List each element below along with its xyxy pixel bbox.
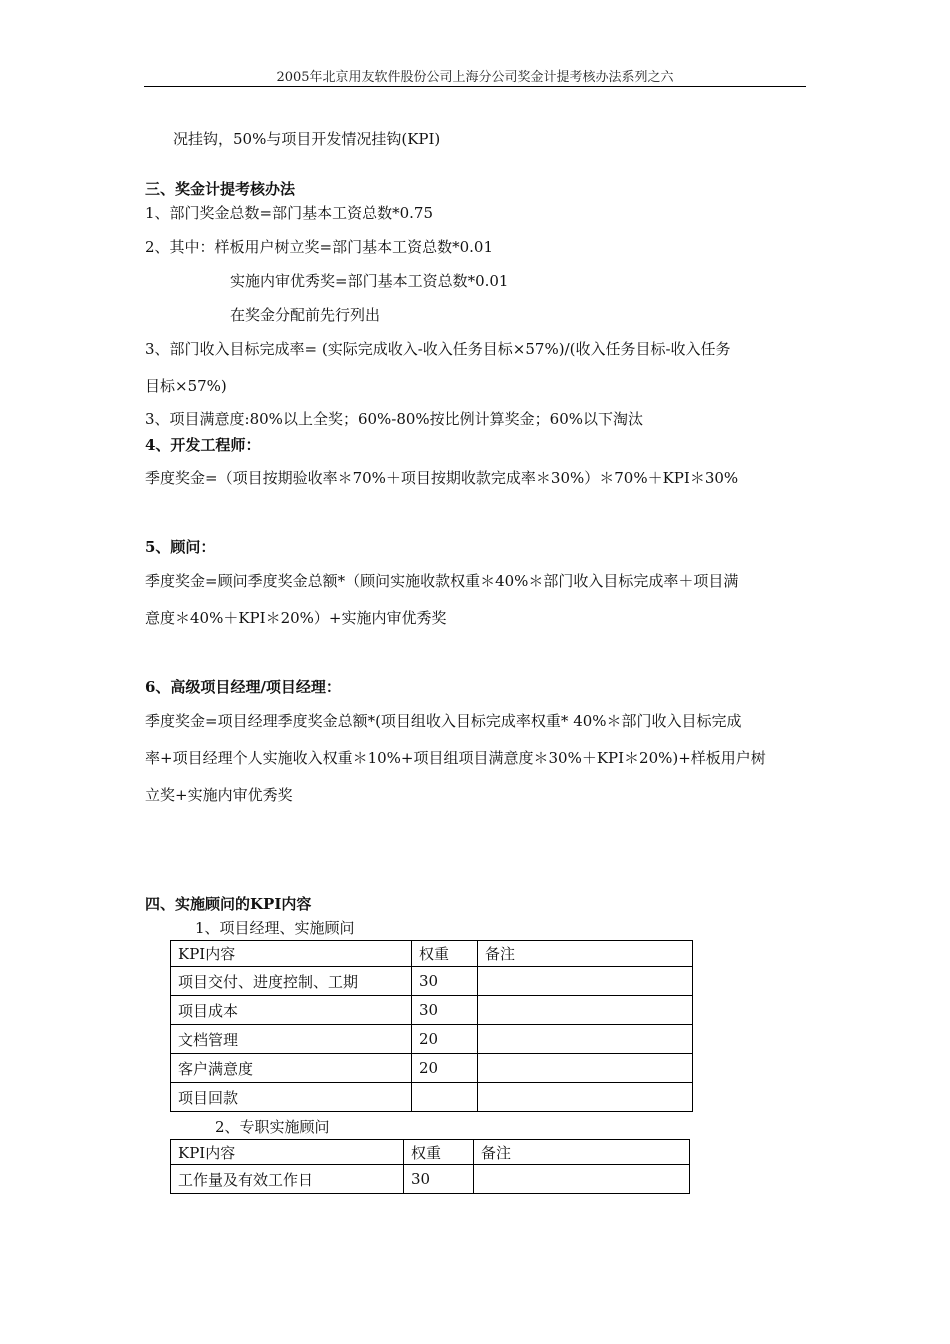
table-header-row xyxy=(171,941,693,967)
table-cell xyxy=(412,1083,478,1112)
table-row xyxy=(171,1054,693,1083)
table-cell: 30 xyxy=(412,996,478,1025)
table-cell xyxy=(478,1025,693,1054)
kpi-table-1 xyxy=(170,940,693,1112)
table-cell: 20 xyxy=(412,1025,478,1054)
table-cell xyxy=(478,1054,693,1083)
table-cell: 项目成本 xyxy=(171,996,412,1025)
table-cell: 项目交付、进度控制、工期 xyxy=(171,967,412,996)
page-header: 2005年北京用友软件股份公司上海分公司奖金计提考核办法系列之六 xyxy=(276,70,674,85)
table-header-cell: 备注 xyxy=(474,1140,690,1165)
table-header-cell: 权重 xyxy=(404,1140,474,1165)
section3-line4: 3、项目满意度:80%以上全奖；60%-80%按比例计算奖金；60%以下淘汰 xyxy=(145,410,644,428)
table-row xyxy=(171,1083,693,1112)
table-cell: 项目回款 xyxy=(171,1083,412,1112)
table-cell: 20 xyxy=(412,1054,478,1083)
section4-title: 四、实施顾问的KPI内容 xyxy=(145,895,312,913)
table-cell xyxy=(478,1083,693,1112)
table-row xyxy=(171,996,693,1025)
table-cell xyxy=(478,996,693,1025)
sec4-title: 4、开发工程师： xyxy=(145,436,261,454)
sec5-title: 5、顾问： xyxy=(145,538,216,556)
table-cell: 客户满意度 xyxy=(171,1054,412,1083)
section3-line3: 3、部门收入目标完成率= (实际完成收入-收入任务目标×57%)/(收入任务目标-收入任务 xyxy=(145,340,731,358)
table-cell: 30 xyxy=(404,1165,474,1194)
sec6-formula-line2: 率+项目经理个人实施收入权重＊10%+项目组项目满意度＊30%＋KPI＊20%)+样板用户树 xyxy=(145,749,766,767)
kpi-table-2 xyxy=(170,1139,690,1194)
section3-line2c: 在奖金分配前先行列出 xyxy=(230,306,381,324)
sec5-formula-line2: 意度＊40%＋KPI＊20%）+实施内审优秀奖 xyxy=(145,609,447,627)
table-row xyxy=(171,1165,690,1194)
table-header-cell: 权重 xyxy=(412,941,478,967)
table-row xyxy=(171,1025,693,1054)
sec6-formula-line1: 季度奖金=项目经理季度奖金总额*(项目组收入目标完成率权重* 40%＊部门收入目标完成 xyxy=(145,712,742,730)
section4-sub1: 1、项目经理、实施顾问 xyxy=(195,919,355,937)
sec6-formula-line3: 立奖+实施内审优秀奖 xyxy=(145,786,293,804)
section3-title: 三、奖金计提考核办法 xyxy=(145,180,296,198)
section3-line2b: 实施内审优秀奖=部门基本工资总数*0.01 xyxy=(230,272,509,290)
table-header-row xyxy=(171,1140,690,1165)
table-header-cell: KPI内容 xyxy=(171,941,412,967)
table-cell: 工作量及有效工作日 xyxy=(171,1165,404,1194)
sec6-title: 6、高级项目经理/项目经理： xyxy=(145,678,341,696)
sec4-formula: 季度奖金=（项目按期验收率＊70%＋项目按期收款完成率＊30%）＊70%＋KPI＊30% xyxy=(145,469,739,487)
intro-text: 况挂钩，50%与项目开发情况挂钩(KPI) xyxy=(173,130,441,148)
sec5-formula-line1: 季度奖金=顾问季度奖金总额*（顾问实施收款权重＊40%＊部门收入目标完成率＋项目满 xyxy=(145,572,739,590)
header-rule xyxy=(144,86,806,87)
section4-sub2: 2、专职实施顾问 xyxy=(215,1118,330,1136)
section3-line3b: 目标×57%) xyxy=(145,377,227,395)
table-cell xyxy=(478,967,693,996)
table-cell: 30 xyxy=(412,967,478,996)
table-row xyxy=(171,967,693,996)
section3-line1: 1、部门奖金总数=部门基本工资总数*0.75 xyxy=(145,204,434,222)
table-cell xyxy=(474,1165,690,1194)
table-header-cell: KPI内容 xyxy=(171,1140,404,1165)
table-cell: 文档管理 xyxy=(171,1025,412,1054)
table-header-cell: 备注 xyxy=(478,941,693,967)
section3-line2: 2、其中：样板用户树立奖=部门基本工资总数*0.01 xyxy=(145,238,494,256)
